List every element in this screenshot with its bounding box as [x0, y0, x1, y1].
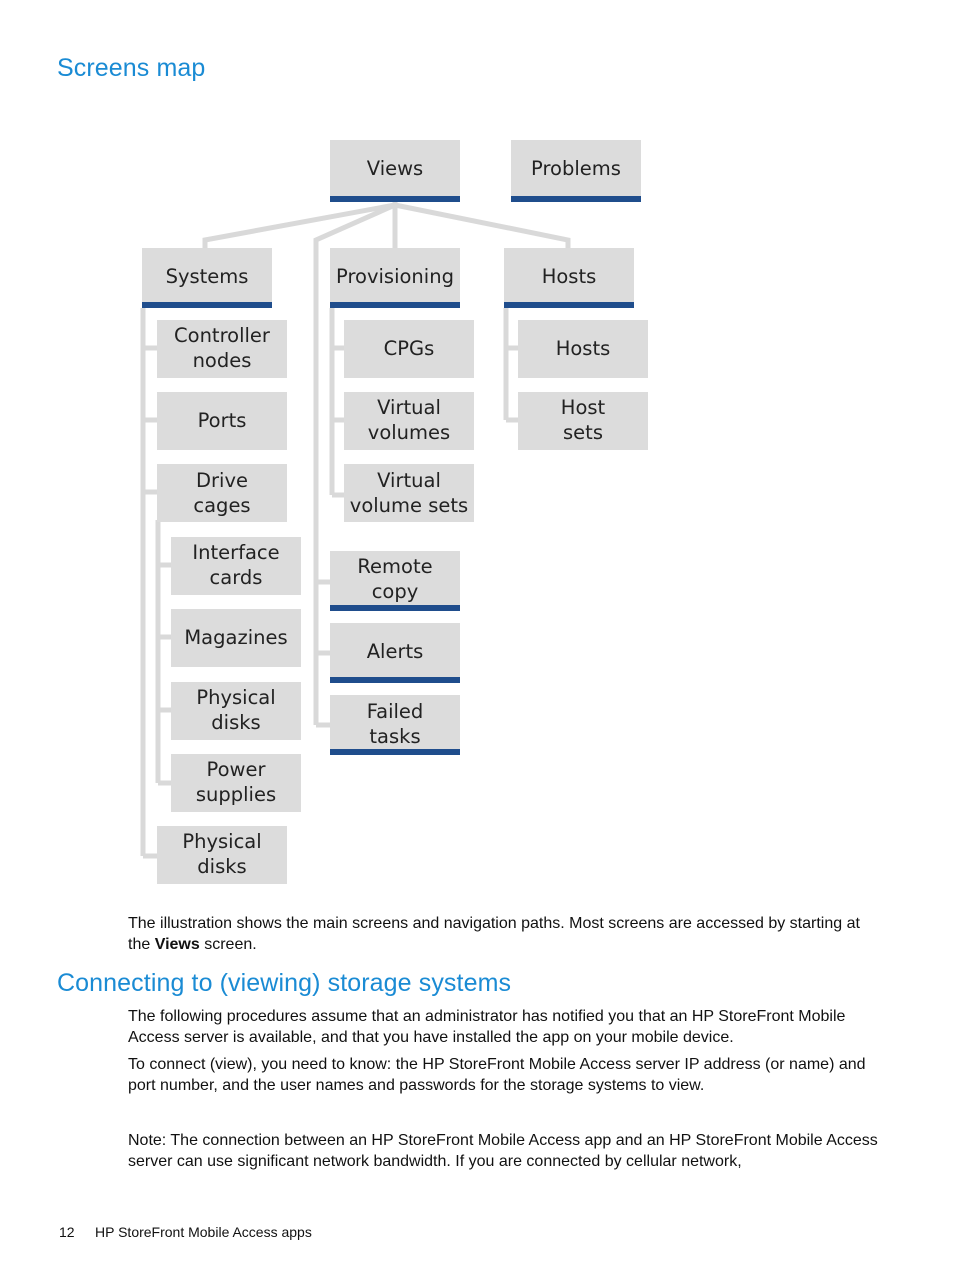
page-footer — [59, 1224, 312, 1240]
box-failed-tasks-line2: tasks — [369, 725, 421, 748]
box-remote-copy-line2: copy — [371, 580, 419, 603]
box-host-sets-line2: sets — [563, 421, 603, 444]
box-interface-cards — [171, 537, 301, 595]
box-failed-tasks-line1: Failed — [366, 700, 424, 723]
caption-views-bold: Views — [154, 936, 200, 953]
box-views-label: Views — [366, 157, 424, 180]
box-hosts-list-label: Hosts — [555, 337, 611, 360]
bandwidth-note-paragraph: Note: The connection between an HP StoreFront Mobile Access app and an HP StoreFront Mobile Access server can use significant network bandwidth. If you are connected by cellular network, — [128, 1132, 878, 1170]
box-provisioning — [330, 248, 460, 308]
box-cpgs — [344, 320, 474, 378]
box-host-sets — [518, 392, 648, 450]
screens-map-diagram — [0, 100, 954, 900]
box-physical-disks-cage-line1: Physical — [196, 686, 276, 709]
box-physical-disks-line2: disks — [197, 855, 247, 878]
footer-title: HP StoreFront Mobile Access apps — [95, 1224, 312, 1240]
box-virtual-volume-sets — [344, 464, 474, 522]
box-hosts-label: Hosts — [541, 265, 597, 288]
box-power-supplies-line2: supplies — [195, 783, 277, 806]
caption-text-start: The illustration shows the main screens and navigation paths. Most screens are accessed by starting at the — [128, 915, 860, 953]
box-ports-label: Ports — [197, 409, 247, 432]
box-virtual-volumes-line1: Virtual — [377, 396, 441, 419]
box-alerts-label: Alerts — [366, 640, 424, 663]
box-cpgs-label: CPGs — [383, 337, 435, 360]
box-hosts — [504, 248, 634, 308]
box-power-supplies — [171, 754, 301, 812]
box-failed-tasks — [330, 695, 460, 755]
section-heading-connecting: Connecting to (viewing) storage systems — [57, 969, 512, 997]
box-magazines-label: Magazines — [184, 626, 288, 649]
page-number: 12 — [59, 1224, 75, 1240]
box-remote-copy-line1: Remote — [357, 555, 433, 578]
box-remote-copy — [330, 551, 460, 611]
box-drive-cages — [157, 464, 287, 522]
box-host-sets-line1: Host — [560, 396, 606, 419]
box-physical-disks-line1: Physical — [182, 830, 262, 853]
box-problems — [511, 140, 641, 202]
box-hosts-list — [518, 320, 648, 378]
box-magazines — [171, 609, 301, 667]
box-controller-nodes-line1: Controller — [174, 324, 270, 347]
box-controller-nodes-line2: nodes — [192, 349, 252, 372]
connect-requirements-paragraph: To connect (view), you need to know: the HP StoreFront Mobile Access server IP address (or name) and port number, and the user names and passwords for the storage systems to view. — [128, 1056, 866, 1094]
box-virtual-volumes-line2: volumes — [367, 421, 451, 444]
box-ports — [157, 392, 287, 450]
box-provisioning-label: Provisioning — [336, 265, 454, 288]
box-controller-nodes — [157, 320, 287, 378]
box-virtual-volume-sets-line1: Virtual — [377, 469, 441, 492]
box-virtual-volume-sets-line2: volume sets — [349, 494, 469, 517]
section-heading-screens-map: Screens map — [57, 54, 206, 82]
box-systems — [142, 248, 272, 308]
box-interface-cards-line2: cards — [209, 566, 263, 589]
box-interface-cards-line1: Interface — [192, 541, 280, 564]
box-physical-disks-cage — [171, 682, 301, 740]
procedure-assumption-paragraph: The following procedures assume that an administrator has notified you that an HP StoreFront Mobile Access server is available, and that you have installed the app on your mobile device. — [128, 1008, 846, 1046]
box-drive-cages-line2: cages — [193, 494, 251, 517]
box-power-supplies-line1: Power — [206, 758, 266, 781]
box-alerts — [330, 623, 460, 683]
caption-text-end: screen. — [199, 936, 257, 953]
box-problems-label: Problems — [531, 157, 621, 180]
box-virtual-volumes — [344, 392, 474, 450]
box-physical-disks-cage-line2: disks — [211, 711, 261, 734]
box-drive-cages-line1: Drive — [196, 469, 248, 492]
diagram-caption-paragraph — [128, 913, 880, 955]
box-views — [330, 140, 460, 202]
box-systems-label: Systems — [165, 265, 249, 288]
box-physical-disks — [157, 826, 287, 884]
